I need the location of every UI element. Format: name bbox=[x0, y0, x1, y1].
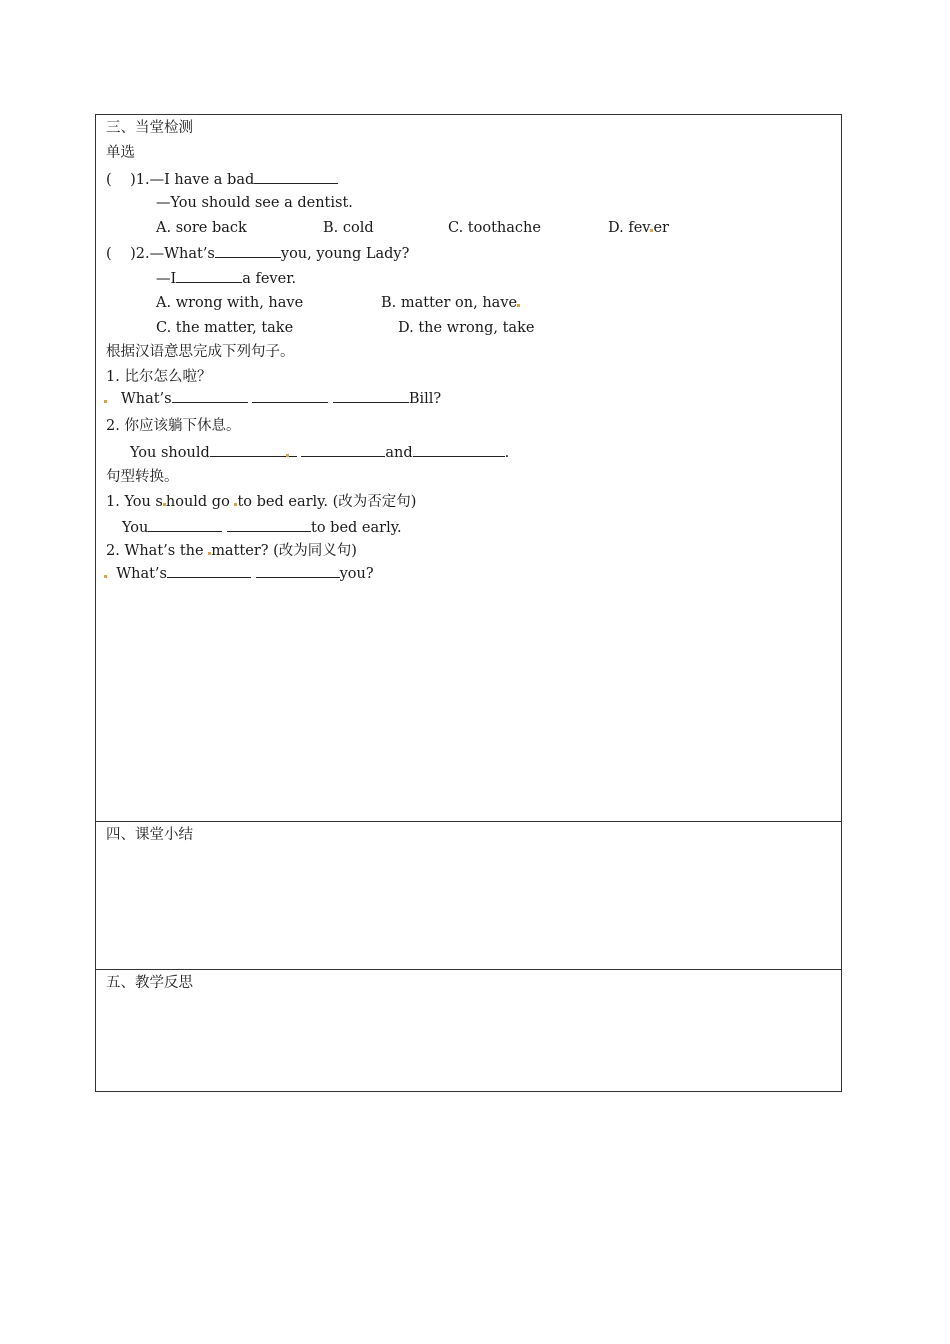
section-heading: 三、当堂检测 bbox=[106, 120, 193, 136]
sentence-text: What’s bbox=[120, 391, 172, 407]
transform-2-source bbox=[106, 542, 357, 560]
question-1-option-a: A. sore back bbox=[156, 220, 247, 236]
blank bbox=[256, 564, 340, 578]
sentence-text: . bbox=[504, 445, 510, 461]
sentence-text: You bbox=[122, 520, 149, 536]
blank bbox=[301, 443, 385, 457]
sentence-text: hould go bbox=[165, 494, 235, 510]
section-heading: 五、教学反思 bbox=[106, 975, 193, 991]
blank bbox=[333, 389, 409, 403]
translation-2-chinese: 2. 你应该躺下休息。 bbox=[106, 418, 241, 434]
blank bbox=[252, 389, 328, 403]
sentence-text: to bed early. bbox=[311, 520, 402, 536]
sentence-text: and bbox=[385, 445, 413, 461]
blank bbox=[413, 443, 505, 457]
sentence-text: 2. What’s the bbox=[106, 543, 209, 559]
blank bbox=[148, 518, 222, 532]
stem-text: 2.—What’s bbox=[135, 246, 215, 262]
reply-text: —I bbox=[156, 271, 177, 287]
blank bbox=[167, 564, 251, 578]
sentence-text: 1. You s bbox=[106, 494, 163, 510]
stem-text: you, young Lady? bbox=[280, 246, 410, 262]
stray-mark bbox=[104, 400, 107, 403]
worksheet-table bbox=[95, 114, 842, 1092]
transform-1-source bbox=[106, 493, 416, 511]
section-teaching-reflection bbox=[96, 970, 841, 1093]
blank bbox=[210, 443, 286, 457]
transform-2-answer bbox=[104, 564, 374, 583]
question-1-option-c: C. toothache bbox=[448, 220, 541, 236]
stray-mark bbox=[517, 304, 520, 307]
sentence-text: You should bbox=[130, 445, 210, 461]
blank bbox=[254, 170, 338, 184]
transform-1-answer bbox=[122, 518, 402, 537]
stray-mark bbox=[104, 575, 107, 578]
question-1-reply: —You should see a dentist. bbox=[156, 195, 353, 211]
reply-text: a fever. bbox=[242, 271, 297, 287]
single-choice-title: 单选 bbox=[106, 145, 135, 161]
section-in-class-test bbox=[96, 115, 841, 822]
sentence-text: matter? (改为同义句) bbox=[211, 543, 357, 559]
question-1-option-b: B. cold bbox=[323, 220, 374, 236]
translation-title: 根据汉语意思完成下列句子。 bbox=[106, 344, 295, 360]
answer-paren: ( ) bbox=[106, 172, 136, 188]
option-text: er bbox=[653, 220, 669, 236]
stem-text: 1.—I have a bad bbox=[135, 172, 255, 188]
question-2-stem bbox=[106, 244, 409, 263]
sentence-text: Bill? bbox=[408, 391, 442, 407]
transform-title: 句型转换。 bbox=[106, 469, 179, 485]
question-2-option-d: D. the wrong, take bbox=[398, 320, 535, 336]
translation-1-chinese: 1. 比尔怎么啦？ bbox=[106, 369, 212, 385]
option-text: D. fev bbox=[608, 220, 651, 236]
sentence-text: to bed early. (改为否定句) bbox=[237, 494, 417, 510]
answer-paren: ( ) bbox=[106, 246, 136, 262]
blank bbox=[215, 244, 281, 258]
blank bbox=[289, 443, 297, 457]
sentence-text: you? bbox=[339, 566, 374, 582]
option-text: B. matter on, have bbox=[381, 295, 518, 311]
question-2-option-b bbox=[381, 294, 520, 312]
translation-2-english bbox=[130, 443, 509, 462]
blank bbox=[227, 518, 311, 532]
blank bbox=[172, 389, 248, 403]
question-2-option-a: A. wrong with, have bbox=[156, 295, 304, 311]
section-heading: 四、课堂小结 bbox=[106, 827, 193, 843]
question-1-stem bbox=[106, 170, 338, 189]
question-2-option-c: C. the matter, take bbox=[156, 320, 294, 336]
question-1-option-d bbox=[608, 219, 669, 237]
question-2-reply bbox=[156, 269, 296, 288]
section-class-summary bbox=[96, 822, 841, 970]
translation-1-english bbox=[104, 389, 441, 408]
sentence-text: What’s bbox=[116, 566, 167, 582]
blank bbox=[176, 269, 242, 283]
